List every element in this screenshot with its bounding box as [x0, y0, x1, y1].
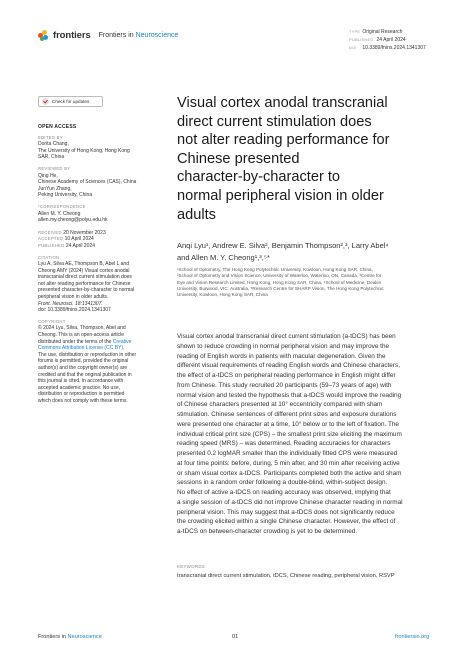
journal-prefix: Frontiers in: [98, 32, 134, 39]
citation-line: presented character-by-character to normal: [38, 287, 135, 294]
copyright-heading: COPYRIGHT: [38, 318, 66, 324]
copyright-line: distribution or reproduction is permitted: [38, 391, 125, 398]
edited-by-line: SAR, China: [38, 154, 65, 161]
sidebar-info: [38, 124, 156, 405]
page-number: 01: [232, 634, 239, 640]
dates-block: [38, 230, 156, 250]
date-received: RECEIVED 20 November 2023: [38, 229, 106, 236]
abstract: Visual cortex anodal transcranial direct current stimulation (a-tDCS) has been shown to reduce crowding in normal peripheral vision and may improve the reading of English words in patients with macular degeneration. Given the different visual requirements of reading English words and Chinese characters, the effect of a-tDCS on peripheral reading performance in English might differ from Chinese. This study recruited 20 participants (59–73 years of age) with normal vision and tested the hypothesis that a-tDCS would improve the reading of Chinese characters presented at 10° eccentricity compared with sham stimulation. Chinese sentences of different print sizes and exposure durations were presented one character at a time, 10° below or to the left of fixation. The individual critical print size (CPS) – the smallest print size eliciting the maximum reading speed (MRS) – was determined. Reading accuracies for characters presented 0.2 logMAR smaller than the individually fitted CPS were measured at four time points: before, during, 5 min after, and 30 min after receiving active or sham visual cortex a-tDCS. Participants completed both the active and sham sessions in a random order following a double-blind, within-subject design. No effect of active a-tDCS on reading accuracy was observed, implying that a single session of a-tDCS did not improve Chinese character reading in normal peripheral vision. This may suggest that a-tDCS does not significantly reduce the crowding elicited within a single Chinese character. However, the effect of a-tDCS on between-character crowding is yet to be determined.: [177, 333, 403, 535]
reviewer-line: Peking University, China: [38, 192, 93, 199]
journal-name[interactable]: [99, 32, 179, 39]
citation-doi: doi: 10.3389/fnins.2024.1341307: [38, 307, 111, 314]
article-title: Visual cortex anodal transcranial direct current stimulation does not alter reading performance for Chinese presented character-by-character to normal peripheral vision in older adults: [177, 95, 390, 223]
copyright-line: this journal is cited, in accordance with: [38, 378, 124, 385]
copyright-line: forums is permitted, provided the original: [38, 358, 129, 365]
copyright-line: credited and that the original publication in: [38, 371, 132, 378]
author-list: Anqi Lyu¹, Andrew E. Silva², Benjamin Thompson²,³, Larry Abel⁴ and Allen M. Y. Cheong¹,³,⁵*: [177, 241, 389, 262]
reviewed-by-heading: REVIEWED BY: [38, 165, 71, 171]
footer-journal-link[interactable]: [38, 634, 102, 640]
citation-line: not alter reading performance for Chinese: [38, 280, 131, 287]
reviewer-line: Qing He,: [38, 172, 58, 179]
cc-license-link[interactable]: Creative: [112, 338, 132, 345]
citation-journal: Front. Neurosci. 18:1341307.: [38, 300, 103, 307]
footer-journal-prefix: Frontiers in: [38, 634, 66, 640]
open-access-label: OPEN ACCESS: [38, 124, 77, 130]
check-for-updates-button[interactable]: [38, 96, 103, 107]
copyright-line: distributed under the terms of the Creative: [38, 338, 132, 345]
reviewer-line: Chinese Academy of Sciences (CAS), China: [38, 179, 137, 186]
correspondence-name: Allen M. Y. Cheong: [38, 210, 81, 217]
citation-heading: CITATION: [38, 254, 60, 260]
keywords-heading: KEYWORDS: [177, 564, 206, 569]
frontiers-logo-icon: [38, 30, 49, 41]
affiliations: ¹School of Optometry, The Hong Kong Polytechnic University, Kowloon, Hong Kong SAR, China, ²School of Optometry and Vision Science, University of Waterloo, Waterloo, ON, Canada, ³Centre for Eye and Vision Research Limited, Hong Kong, Hong Kong SAR, China, ⁴School of Medicine, Deakin University, Burwood, VIC, Australia, ⁵Research Centre for SHARP Vision, The Hong Kong Polytechnic University, Kowloon, Hong Kong SAR, China: [177, 267, 384, 298]
keywords: transcranial direct current stimulation, tDCS, Chinese reading, peripheral vision, RSVP: [177, 573, 395, 579]
footer-journal-name: Neuroscience: [67, 634, 102, 640]
edited-by-line: The University of Hong Kong, Hong Kong: [38, 147, 130, 154]
frontiers-site-link[interactable]: frontiersin.org: [395, 634, 430, 640]
cc-license-link[interactable]: Commons Attribution License (CC BY).: [38, 345, 125, 352]
meta-published: PUBLISHED 24 April 2024: [349, 37, 406, 43]
citation-line: Cheong AMY (2024) Visual cortex anodal: [38, 267, 130, 274]
article-meta: [349, 28, 426, 52]
edited-by-line: Dorita Chang,: [38, 141, 69, 148]
copyright-line: Cheong. This is an open-access article: [38, 332, 125, 339]
meta-type: TYPE Original Research: [349, 29, 403, 35]
reviewer-line: JunYun Zhang,: [38, 185, 72, 192]
journal-title: Neuroscience: [135, 32, 179, 39]
copyright-line: accepted academic practice. No use,: [38, 384, 120, 391]
frontiers-logo[interactable]: [38, 30, 178, 41]
correspondence-email-link[interactable]: allen.my.cheong@polyu.edu.hk: [38, 217, 108, 224]
meta-doi: DOI 10.3389/fnins.2024.1341307: [349, 45, 426, 51]
brand-name: frontiers: [53, 30, 91, 41]
copyright-line: which does not comply with these terms.: [38, 397, 128, 404]
correspondence-heading: *CORRESPONDENCE: [38, 203, 86, 209]
check-updates-icon: [42, 98, 49, 105]
copyright-line: author(s) and the copyright owner(s) are: [38, 365, 128, 371]
copyright-line: The use, distribution or reproduction in other: [38, 351, 137, 358]
date-accepted: ACCEPTED 10 April 2024: [38, 236, 94, 243]
citation-line: peripheral vision in older adults.: [38, 294, 109, 301]
copyright-line: © 2024 Lyu, Silva, Thompson, Abel and: [38, 325, 126, 332]
citation-line: transcranial direct current stimulation does: [38, 274, 132, 281]
check-updates-label: Check for updates: [52, 99, 90, 104]
edited-by-heading: EDITED BY: [38, 134, 63, 140]
citation-line: Lyu A, Silva AE, Thompson B, Abel L and: [38, 261, 129, 268]
date-published: PUBLISHED 24 April 2024: [38, 242, 96, 249]
